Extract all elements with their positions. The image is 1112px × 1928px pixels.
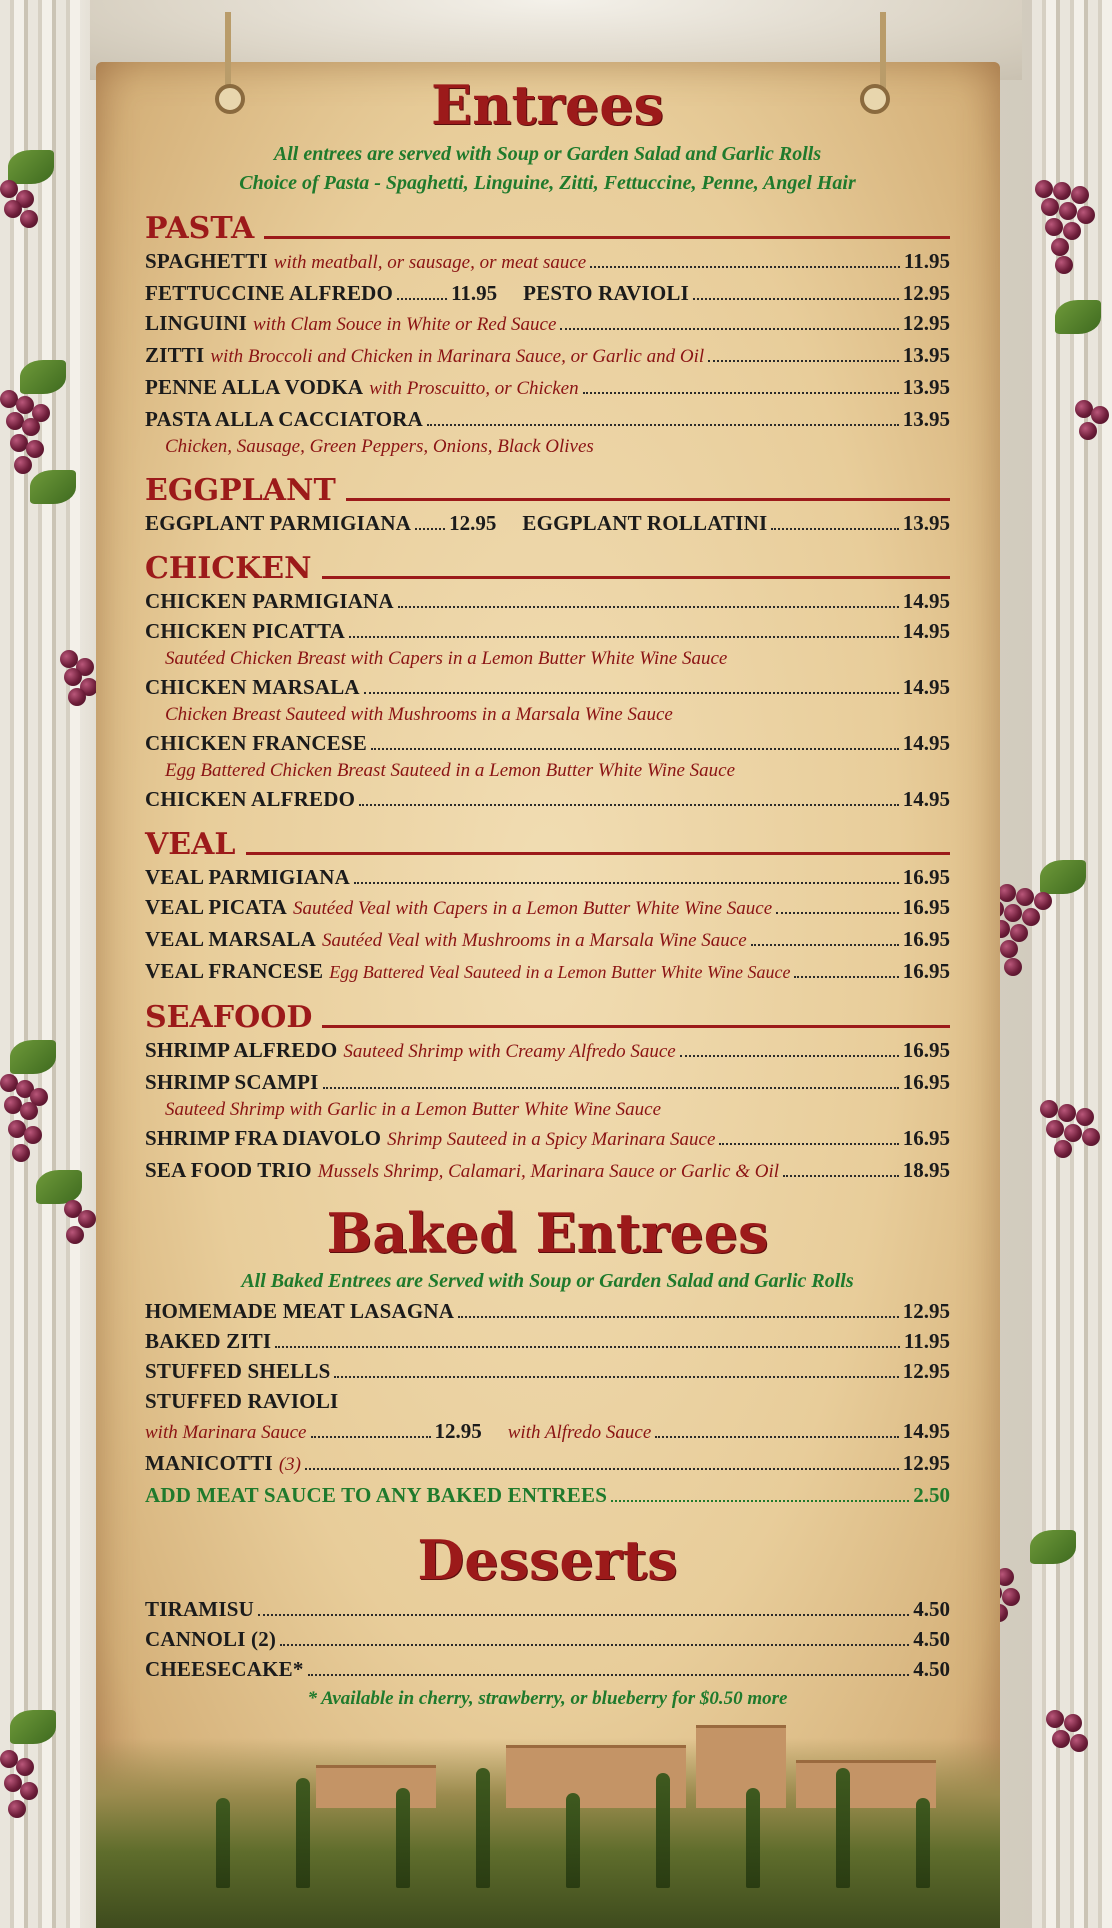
grapes-left-top	[0, 150, 80, 310]
section-title-eggplant: EGGPLANT	[145, 473, 336, 508]
menu-item: VEAL PARMIGIANA 16.95	[145, 865, 950, 889]
menu-item: CHICKEN ALFREDO 14.95	[145, 787, 950, 811]
menu-item: SHRIMP ALFREDO Sauteed Shrimp with Creamy Alfredo Sauce 16.95	[145, 1038, 950, 1062]
menu-item: CHEESECAKE* 4.50	[145, 1657, 950, 1681]
grapes-left-lower	[0, 640, 110, 760]
grapes-left-bottom	[0, 1040, 100, 1270]
section-title-veal: VEAL	[145, 827, 236, 862]
item-description: Sauteed Shrimp with Garlic in a Lemon Butter White Wine Sauce	[165, 1099, 662, 1120]
menu-item: LINGUINI with Clam Souce in White or Red Sauce 12.95	[145, 311, 950, 335]
grapes-left-base	[0, 1710, 80, 1890]
desserts-footnote: * Available in cherry, strawberry, or blueberry for $0.50 more	[307, 1688, 788, 1709]
baked-entrees-title: Baked Entrees	[326, 1201, 769, 1265]
menu-item: HOMEMADE MEAT LASAGNA 12.95	[145, 1299, 950, 1323]
grapes-right-top	[1015, 170, 1112, 370]
menu-item-split: with Marinara Sauce 12.95 with Alfredo Sauce 14.95	[145, 1419, 950, 1443]
menu-item-split: EGGPLANT PARMIGIANA 12.95 EGGPLANT ROLLATINI 13.95	[145, 511, 950, 535]
section-header-veal	[145, 822, 950, 862]
section-header-pasta	[145, 206, 950, 246]
section-header-eggplant	[145, 468, 950, 508]
menu-item: SHRIMP SCAMPI 16.95	[145, 1070, 950, 1094]
entrees-title: Entrees	[431, 73, 664, 137]
menu-item: SHRIMP FRA DIAVOLO Shrimp Sauteed in a Spicy Marinara Sauce 16.95	[145, 1126, 950, 1150]
grapes-right-lower	[1030, 1080, 1112, 1200]
menu-item: PENNE ALLA VODKA with Proscuitto, or Chicken 13.95	[145, 375, 950, 399]
section-title-seafood: SEAFOOD	[145, 1000, 313, 1035]
menu-item: VEAL FRANCESE Egg Battered Veal Sauteed in a Lemon Butter White Wine Sauce 16.95	[145, 959, 950, 983]
grapes-left-mid	[0, 360, 90, 560]
menu-item: PASTA ALLA CACCIATORA 13.95	[145, 407, 950, 431]
tuscan-landscape-illustration	[96, 1738, 1000, 1928]
menu-item: CHICKEN MARSALA 14.95	[145, 675, 950, 699]
menu-content	[145, 70, 950, 1714]
item-description: Chicken, Sausage, Green Peppers, Onions, Black Olives	[165, 436, 594, 457]
item-description: Egg Battered Chicken Breast Sauteed in a Lemon Butter White Wine Sauce	[165, 760, 736, 781]
menu-item: CHICKEN FRANCESE 14.95	[145, 731, 950, 755]
menu-item: CANNOLI (2) 4.50	[145, 1627, 950, 1651]
menu-addon: ADD MEAT SAUCE TO ANY BAKED ENTREES 2.50	[145, 1483, 950, 1507]
menu-item-split: FETTUCCINE ALFREDO 11.95 PESTO RAVIOLI 12.95	[145, 281, 950, 305]
menu-item: ZITTI with Broccoli and Chicken in Marinara Sauce, or Garlic and Oil 13.95	[145, 343, 950, 367]
menu-item: SPAGHETTI with meatball, or sausage, or meat sauce 11.95	[145, 249, 950, 273]
menu-item: CHICKEN PARMIGIANA 14.95	[145, 589, 950, 613]
entrees-subtitle-pasta-choice: Choice of Pasta - Spaghetti, Linguine, Zitti, Fettuccine, Penne, Angel Hair	[239, 172, 856, 194]
item-description: Sautéed Chicken Breast with Capers in a Lemon Butter White Wine Sauce	[165, 648, 728, 669]
desserts-title: Desserts	[417, 1528, 678, 1592]
menu-item: CHICKEN PICATTA 14.95	[145, 619, 950, 643]
menu-item: VEAL MARSALA Sautéed Veal with Mushrooms in a Marsala Wine Sauce 16.95	[145, 927, 950, 951]
menu-item: TIRAMISU 4.50	[145, 1597, 950, 1621]
menu-item: STUFFED SHELLS 12.95	[145, 1359, 950, 1383]
menu-item: VEAL PICATA Sautéed Veal with Capers in a Lemon Butter White Wine Sauce 16.95	[145, 895, 950, 919]
section-title-chicken: CHICKEN	[145, 551, 312, 586]
section-title-pasta: PASTA	[145, 211, 255, 246]
section-header-seafood	[145, 995, 950, 1035]
menu-item: BAKED ZITI 11.95	[145, 1329, 950, 1353]
menu-item: MANICOTTI (3) 12.95	[145, 1451, 950, 1475]
section-header-chicken	[145, 546, 950, 586]
entrees-subtitle-sides: All entrees are served with Soup or Garden Salad and Garlic Rolls	[273, 143, 822, 165]
item-description: Chicken Breast Sauteed with Mushrooms in a Marsala Wine Sauce	[165, 704, 673, 725]
menu-item: STUFFED RAVIOLI	[145, 1389, 339, 1413]
baked-entrees-subtitle: All Baked Entrees are Served with Soup or Garden Salad and Garlic Rolls	[241, 1270, 854, 1292]
menu-item: SEA FOOD TRIO Mussels Shrimp, Calamari, Marinara Sauce or Garlic & Oil 18.95	[145, 1158, 950, 1182]
